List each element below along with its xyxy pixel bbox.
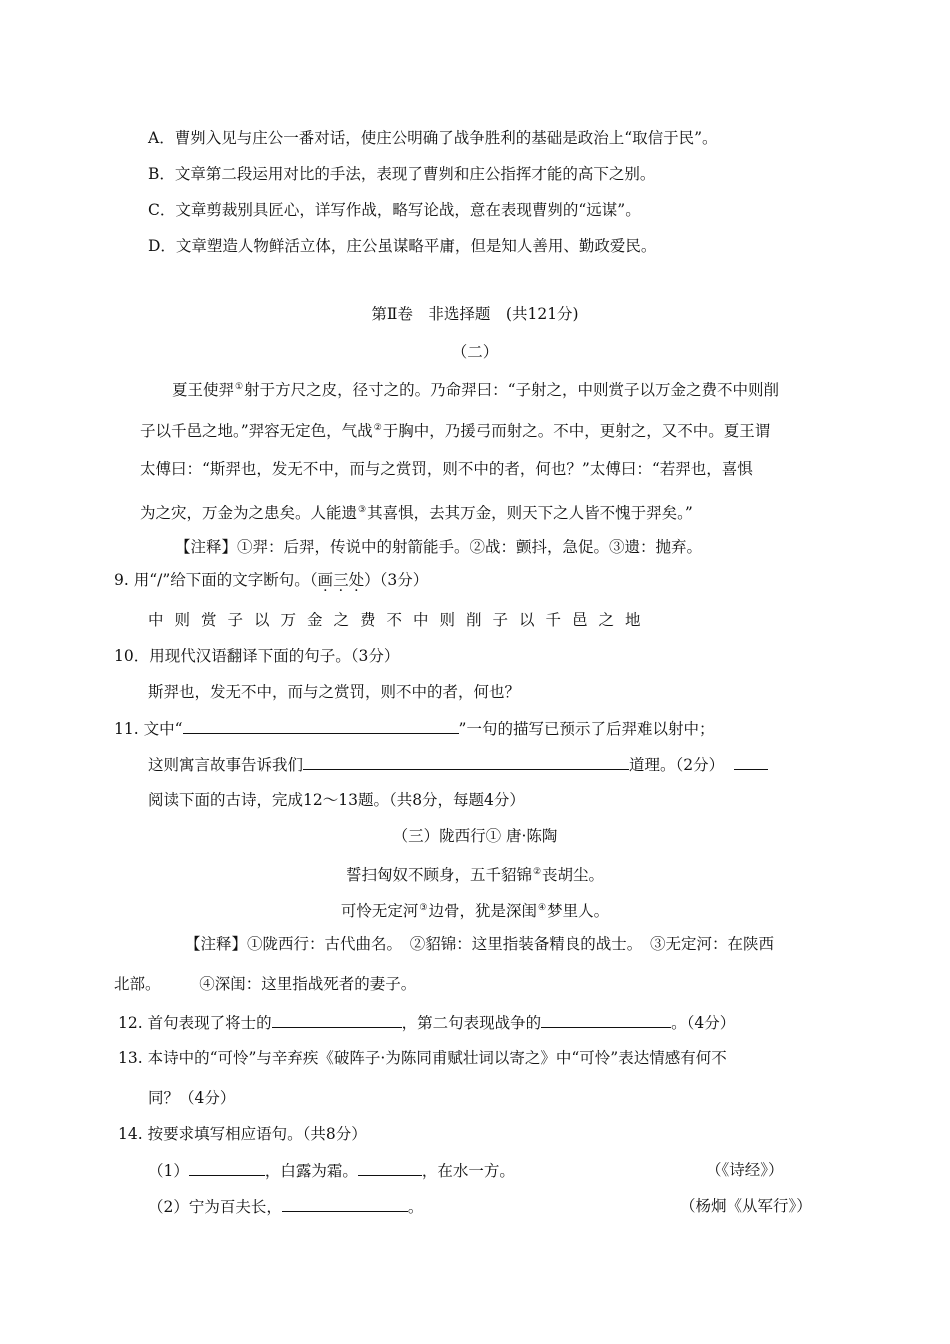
question-10-sentence: 斯羿也，发无不中，而与之赏罚，则不中的者，何也？ (148, 683, 521, 701)
question-14-item-1-source: （《诗经》） (706, 1161, 784, 1179)
question-9: 9. 用“/”给下面的文字断句。（画三处）（3分） (114, 571, 429, 589)
part-two-heading: （二） (451, 343, 499, 361)
question-14: 14. 按要求填写相应语句。（共8分） (118, 1125, 367, 1143)
choice-c: C．文章剪裁别具匠心，详写作战，略写论战，意在表现曹刿的“远谋”。 (148, 201, 641, 219)
answer-blank[interactable] (303, 753, 629, 770)
note-marker: ① (235, 382, 244, 392)
note-marker: ② (373, 423, 382, 433)
poem-note-1: 【注释】①陇西行：古代曲名。 ②貂锦：这里指装备精良的战士。 ③无定河：在陕西 (185, 935, 775, 953)
choice-b: B．文章第二段运用对比的手法，表现了曹刿和庄公指挥才能的高下之别。 (148, 165, 656, 183)
question-13-line-1: 13. 本诗中的“可怜”与辛弃疾《破阵子·为陈同甫赋壮词以寄之》中“可怜”表达情感有何不 (118, 1049, 727, 1067)
poem-line-2: 可怜无定河③边骨，犹是深闺④梦里人。 (340, 902, 610, 920)
question-12: 12. 首句表现了将士的 ，第二句表现战争的 。（4分） (118, 1011, 735, 1034)
question-14-item-2-source: （杨炯《从军行》） (680, 1197, 812, 1215)
reading-instruction: 阅读下面的古诗，完成12～13题。（共8分，每题4分） (148, 791, 525, 809)
question-9-text: 中则赏子以万金之费不中则削子以千邑之地 (148, 611, 652, 629)
note-marker: ④ (538, 903, 547, 913)
passage-line-4: 为之灾，万金为之患矣。人能遗③其喜惧，去其万金，则天下之人皆不愧于羿矣。” (140, 504, 693, 522)
question-11-line-2: 这则寓言故事告诉我们 道理。（2分） (148, 753, 768, 776)
answer-blank[interactable] (183, 717, 459, 734)
poem-note-2: 北部。 ④深闺：这里指战死者的妻子。 (114, 975, 417, 993)
answer-blank[interactable] (734, 753, 768, 770)
choice-d: D．文章塑造人物鲜活立体，庄公虽谋略平庸，但是知人善用、勤政爱民。 (148, 237, 657, 255)
passage-line-2: 子以千邑之地。”羿容无定色，气战②于胸中，乃援弓而射之。不中，更射之，又不中。夏王谓 (140, 422, 771, 440)
question-14-item-1: （1） ，白露为霜。 ，在水一方。 (148, 1159, 515, 1182)
poem-title: （三）陇西行① 唐·陈陶 (392, 827, 558, 845)
question-14-item-2: （2）宁为百夫长， 。 (148, 1195, 423, 1218)
passage-line-3: 太傅曰：“斯羿也，发无不中，而与之赏罚，则不中的者，何也？”太傅曰：“若羿也，喜惧 (140, 460, 753, 478)
note-marker: ② (532, 867, 542, 877)
question-13-line-2: 同？（4分） (148, 1089, 236, 1107)
question-11-line-1: 11. 文中“ ”一句的描写已预示了后羿难以射中； (114, 717, 714, 740)
answer-blank[interactable] (541, 1011, 671, 1028)
section-title: 第Ⅱ卷 非选择题 (共121分) (371, 305, 579, 323)
passage-note: 【注释】①羿：后羿，传说中的射箭能手。②战：颤抖，急促。③遗：抛弃。 (175, 538, 703, 556)
question-10: 10．用现代汉语翻译下面的句子。（3分） (114, 647, 400, 665)
passage-line-1: 夏王使羿①射于方尺之皮，径寸之的。乃命羿曰：“子射之，中则赏子以万金之费不中则削 (172, 381, 780, 399)
answer-blank[interactable] (272, 1011, 402, 1028)
answer-blank[interactable] (358, 1159, 422, 1176)
note-marker: ③ (358, 505, 367, 515)
poem-line-1: 誓扫匈奴不顾身，五千貂锦②丧胡尘。 (345, 866, 605, 884)
answer-blank[interactable] (189, 1159, 265, 1176)
choice-a: A．曹刿入见与庄公一番对话，使庄公明确了战争胜利的基础是政治上“取信于民”。 (148, 129, 718, 147)
answer-blank[interactable] (282, 1195, 408, 1212)
note-marker: ③ (419, 903, 428, 913)
